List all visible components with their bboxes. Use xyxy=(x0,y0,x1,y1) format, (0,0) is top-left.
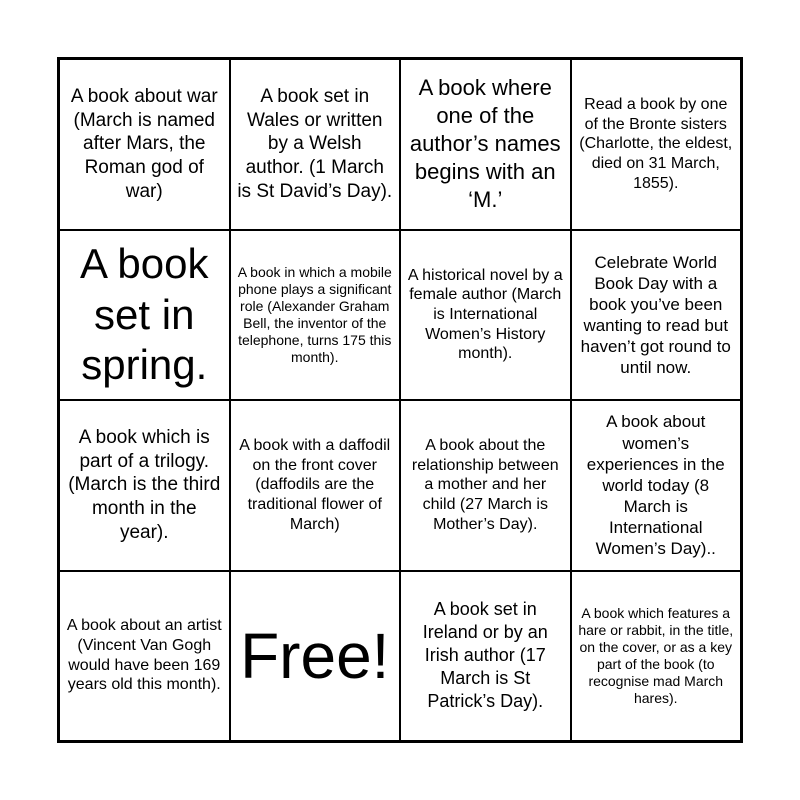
bingo-board xyxy=(57,57,743,743)
cell-text: A book set in Wales or written by a Welsh author. (1 March is St David’s Day). xyxy=(237,85,393,202)
cell-text: Celebrate World Book Day with a book you’ve been wanting to read but haven’t got round to until now. xyxy=(580,252,731,377)
cell-text: A historical novel by a female author (March is International Women’s History month). xyxy=(407,266,563,363)
cell-text: A book about war (March is named after Mars, the Roman god of war) xyxy=(70,85,218,202)
bingo-cell[interactable] xyxy=(571,59,742,230)
cell-text: Read a book by one of the Bronte sisters (Charlotte, the eldest, died on 31 March, 1855). xyxy=(579,96,733,192)
bingo-cell[interactable] xyxy=(400,400,571,571)
bingo-cell[interactable] xyxy=(230,59,401,230)
bingo-cell[interactable] xyxy=(571,400,742,571)
bingo-cell[interactable] xyxy=(59,571,230,742)
bingo-cell[interactable] xyxy=(400,59,571,230)
cell-text: A book set in Ireland or by an Irish author (17 March is St Patrick’s Day). xyxy=(422,599,548,712)
cell-text: A book which is part of a trilogy. (March is the third month in the year). xyxy=(68,426,221,543)
cell-text: A book about women’s experiences in the world today (8 March is International Women’s Day).. xyxy=(586,412,725,558)
bingo-cell[interactable] xyxy=(59,59,230,230)
cell-text: Free! xyxy=(240,619,390,692)
cell-text: A book which features a hare or rabbit, in the title, on the cover, or as a key part of the book (to recognise mad March hares). xyxy=(578,604,734,706)
bingo-cell[interactable] xyxy=(571,230,742,401)
bingo-cell[interactable] xyxy=(230,400,401,571)
bingo-cell[interactable] xyxy=(230,230,401,401)
free-cell[interactable] xyxy=(230,571,401,742)
bingo-cell[interactable] xyxy=(400,230,571,401)
cell-text: A book in which a mobile phone plays a significant role (Alexander Graham Bell, the inventor of the telephone, turns 175 this month). xyxy=(237,263,392,365)
bingo-cell[interactable] xyxy=(571,571,742,742)
cell-text: A book set in spring. xyxy=(80,240,209,388)
bingo-cell[interactable] xyxy=(59,400,230,571)
cell-text: A book about an artist (Vincent Van Gogh would have been 169 years old this month). xyxy=(66,617,222,694)
bingo-cell[interactable] xyxy=(400,571,571,742)
bingo-cell[interactable] xyxy=(59,230,230,401)
cell-text: A book with a daffodil on the front cover (daffodils are the traditional flower of March) xyxy=(239,437,391,533)
cell-text: A book about the relationship between a mother and her child (27 March is Mother’s Day). xyxy=(411,437,559,533)
cell-text: A book where one of the author’s names begins with an ‘M.’ xyxy=(409,74,561,213)
